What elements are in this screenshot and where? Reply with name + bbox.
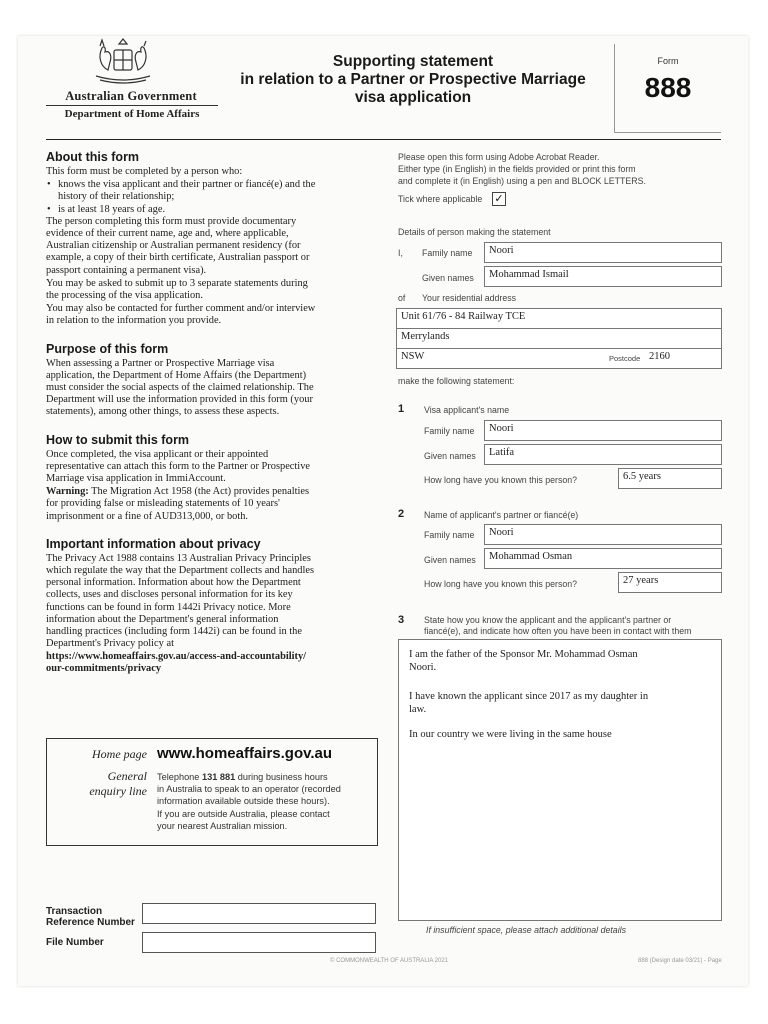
enquiry-label-line-1: General (107, 769, 147, 783)
tick-example-checkbox: ✓ (492, 192, 506, 206)
q1-known-label: How long have you known this person? (424, 475, 578, 485)
submit-paragraph (46, 449, 376, 486)
about-paragraph-2 (46, 278, 376, 302)
postcode-value: 2160 (649, 351, 670, 362)
about-bullet-1-line-1: • knows the visa applicant and their partner or fiancé(e) and the (58, 179, 316, 191)
about-paragraph-3 (46, 303, 376, 327)
q2-given-names-field[interactable] (484, 548, 722, 569)
contact-info-box (46, 738, 378, 846)
text-line: passport containing a permanent visa). (46, 264, 207, 276)
person-family-name-field[interactable] (484, 242, 722, 263)
file-number-label: File Number (46, 937, 104, 948)
copyright-text: © COMMONWEALTH OF AUSTRALIA 2021 (330, 958, 449, 964)
privacy-policy-link-cont[interactable]: our-commitments/privacy (46, 662, 162, 674)
text-line: your nearest Australian mission. (157, 820, 288, 831)
q1-known-duration-field[interactable] (618, 468, 722, 489)
question-3-number: 3 (398, 614, 405, 626)
privacy-paragraph (46, 553, 376, 675)
coat-of-arms-icon (86, 36, 160, 86)
warning-label: Warning: (46, 486, 89, 498)
make-statement-text: make the following statement: (398, 376, 515, 386)
q3-statement-textarea[interactable] (398, 639, 722, 921)
text-line: imprisonment or a fine of AUD313,000, or both. (46, 510, 249, 522)
about-paragraph-1 (46, 216, 376, 277)
home-page-label: Home page (92, 747, 147, 761)
question-3-label-line-1: State how you know the applicant and the applicant's partner or (424, 615, 672, 625)
q2-family-name-label: Family name (424, 530, 475, 540)
text-line: evidence of their current name, age and, where applicable, (46, 228, 289, 240)
instruction-line-3: and complete it (in English) using a pen and BLOCK LETTERS. (398, 176, 646, 186)
q1-given-names-field[interactable] (484, 444, 722, 465)
statement-paragraph-2 (409, 690, 699, 716)
tick-where-applicable-label: Tick where applicable (398, 194, 483, 204)
header-rule (46, 139, 721, 140)
government-name: Australian Government (65, 89, 197, 103)
text-line: handling practices (including form 1442i) can be found in the (46, 626, 302, 638)
text-line: Australian citizenship or Australian permanent residency (for (46, 240, 301, 252)
form-word: Form (657, 56, 679, 66)
about-bullet-1 (46, 179, 376, 203)
q1-family-name-label: Family name (424, 426, 475, 436)
postcode-label: Postcode (609, 354, 641, 363)
question-2-number: 2 (398, 508, 405, 520)
text-line: Department will use the information provided in this form (your (46, 394, 313, 406)
text-line: for providing false or misleading statements of 10 years' (46, 498, 280, 510)
instruction-line-2: Either type (in English) in the fields provided or print this form (398, 164, 636, 174)
q2-known-duration-value: 27 years (623, 575, 659, 586)
text-line: Noori. (409, 662, 437, 673)
text-span: during business hours (237, 772, 328, 782)
about-heading: About this form (46, 150, 140, 164)
page-reference: 888 (Design date 03/21) - Page (638, 958, 722, 964)
q1-given-names-value: Latifa (489, 447, 515, 458)
header-divider (46, 105, 218, 106)
q1-given-names-label: Given names (424, 451, 476, 461)
address-line-2-value: Merrylands (401, 331, 450, 342)
statement-paragraph-3: In our country we were living in the same house (409, 729, 612, 740)
about-intro: This form must be completed by a person who: (46, 166, 243, 177)
text-line: functions can be found in form 1442i Privacy notice. More (46, 601, 291, 613)
form-number-box (614, 44, 721, 133)
q2-known-duration-field[interactable] (618, 572, 722, 593)
instruction-line-1: Please open this form using Adobe Acrobat Reader. (398, 152, 600, 162)
text-line: You may be asked to submit up to 3 separate statements during (46, 277, 308, 289)
warning-line-1 (46, 486, 376, 498)
warning-paragraph (46, 486, 376, 523)
enquiry-text (157, 771, 369, 832)
address-line-1-value: Unit 61/76 - 84 Railway TCE (401, 311, 526, 322)
text-line: Transaction (46, 906, 103, 917)
title-line-2: in relation to a Partner or Prospective Marriage (240, 71, 586, 88)
text-line: collects, uses and discloses personal information for its key (46, 589, 293, 601)
text-line: When assessing a Partner or Prospective Marriage visa (46, 357, 275, 369)
phone-number: 131 881 (201, 772, 236, 782)
text-line: law. (409, 704, 427, 715)
q1-family-name-value: Noori (489, 423, 514, 434)
text-line: Once completed, the visa applicant or their appointed (46, 448, 269, 460)
q2-family-name-value: Noori (489, 527, 514, 538)
file-number-input[interactable] (142, 932, 376, 953)
q2-given-names-label: Given names (424, 555, 476, 565)
address-line-1-field[interactable] (396, 308, 722, 329)
enquiry-label (57, 769, 147, 799)
left-column (46, 150, 376, 676)
text-line: which regulate the way that the Department collects and handles (46, 565, 315, 577)
statement-paragraph-1 (409, 648, 699, 674)
person-details-heading: Details of person making the statement (398, 227, 551, 237)
person-family-name-label: Family name (422, 248, 473, 258)
text-line: I have known the applicant since 2017 as my daughter in (409, 691, 649, 702)
question-3-label-line-2: fiancé(e), and indicate how often you have been in contact with them (424, 626, 692, 636)
person-given-names-value: Mohammad Ismail (489, 269, 569, 280)
form-number: 888 (644, 72, 692, 103)
title-line-3: visa application (354, 89, 472, 106)
question-2-label: Name of applicant's partner or fiancé(e) (424, 510, 579, 520)
overflow-note: If insufficient space, please attach additional details (426, 925, 627, 935)
enquiry-label-line-2: enquiry line (89, 784, 147, 798)
address-line-2-field[interactable] (396, 328, 722, 349)
address-label: Your residential address (422, 293, 517, 303)
form-title (218, 53, 608, 107)
text-line: in Australia to speak to an operator (recorded (157, 784, 341, 795)
text-line: information about the Department's general information (46, 613, 279, 625)
privacy-policy-link[interactable]: https://www.homeaffairs.gov.au/access-and-accountability/ (46, 650, 307, 662)
transaction-reference-input[interactable] (142, 903, 376, 924)
question-1-label: Visa applicant's name (424, 405, 510, 415)
privacy-heading: Important information about privacy (46, 536, 261, 551)
purpose-paragraph (46, 358, 376, 419)
text-line: application, the Department of Home Affairs (the Department) (46, 369, 307, 381)
text-line: I am the father of the Sponsor Mr. Mohammad Osman (409, 649, 638, 660)
prefix-i: I, (398, 248, 403, 258)
text-line: example, a copy of their birth certificate, Australian passport or (46, 252, 310, 264)
text-line: the processing of the visa application. (46, 290, 203, 302)
about-bullet-1-line-2: history of their relationship; (58, 191, 175, 203)
text-line: Marriage visa application in ImmiAccount. (46, 473, 226, 485)
text-line: You may also be contacted for further comment and/or interview (46, 303, 316, 315)
question-1-number: 1 (398, 403, 405, 415)
form-page (18, 36, 748, 986)
text-line: Department's Privacy policy at (46, 638, 174, 650)
title-line-1: Supporting statement (332, 53, 494, 70)
transaction-reference-label (46, 906, 135, 928)
submit-heading: How to submit this form (46, 432, 190, 447)
address-state-value: NSW (401, 351, 425, 362)
person-family-name-value: Noori (489, 245, 514, 256)
enquiry-line-1 (157, 771, 369, 783)
q1-known-duration-value: 6.5 years (623, 471, 661, 482)
q2-known-label: How long have you known this person? (424, 579, 578, 589)
text-line: The person completing this form must provide documentary (46, 215, 297, 227)
address-line-3-field[interactable] (396, 348, 722, 369)
text-line: in relation to the information you provide. (46, 315, 222, 327)
q2-family-name-field[interactable] (484, 524, 722, 545)
text-line: statements), among other things, to assess these aspects. (46, 406, 280, 418)
purpose-heading: Purpose of this form (46, 341, 169, 356)
q2-given-names-value: Mohammad Osman (489, 551, 573, 562)
text-line: representative can attach this form to the Partner or Prospective (46, 460, 310, 472)
text-line: The Privacy Act 1988 contains 13 Australian Privacy Principles (46, 552, 311, 564)
about-bullet-2: • is at least 18 years of age. (46, 204, 376, 216)
department-name: Department of Home Affairs (64, 108, 200, 120)
text-line: information available outside these hours). (157, 796, 330, 807)
text-line: personal information. Information about how the Department (46, 577, 301, 589)
text-line: must consider the social aspects of the claimed relationship. The (46, 382, 314, 394)
text-line: The Migration Act 1958 (the Act) provides penalties (91, 486, 310, 498)
q1-family-name-field[interactable] (484, 420, 722, 441)
home-page-url[interactable]: www.homeaffairs.gov.au (157, 745, 333, 762)
text-span: Telephone (157, 772, 200, 782)
text-line: If you are outside Australia, please contact (157, 808, 330, 819)
person-given-names-label: Given names (422, 273, 474, 283)
prefix-of: of (398, 293, 406, 303)
text-line: Reference Number (46, 917, 135, 928)
person-given-names-field[interactable] (484, 266, 722, 287)
